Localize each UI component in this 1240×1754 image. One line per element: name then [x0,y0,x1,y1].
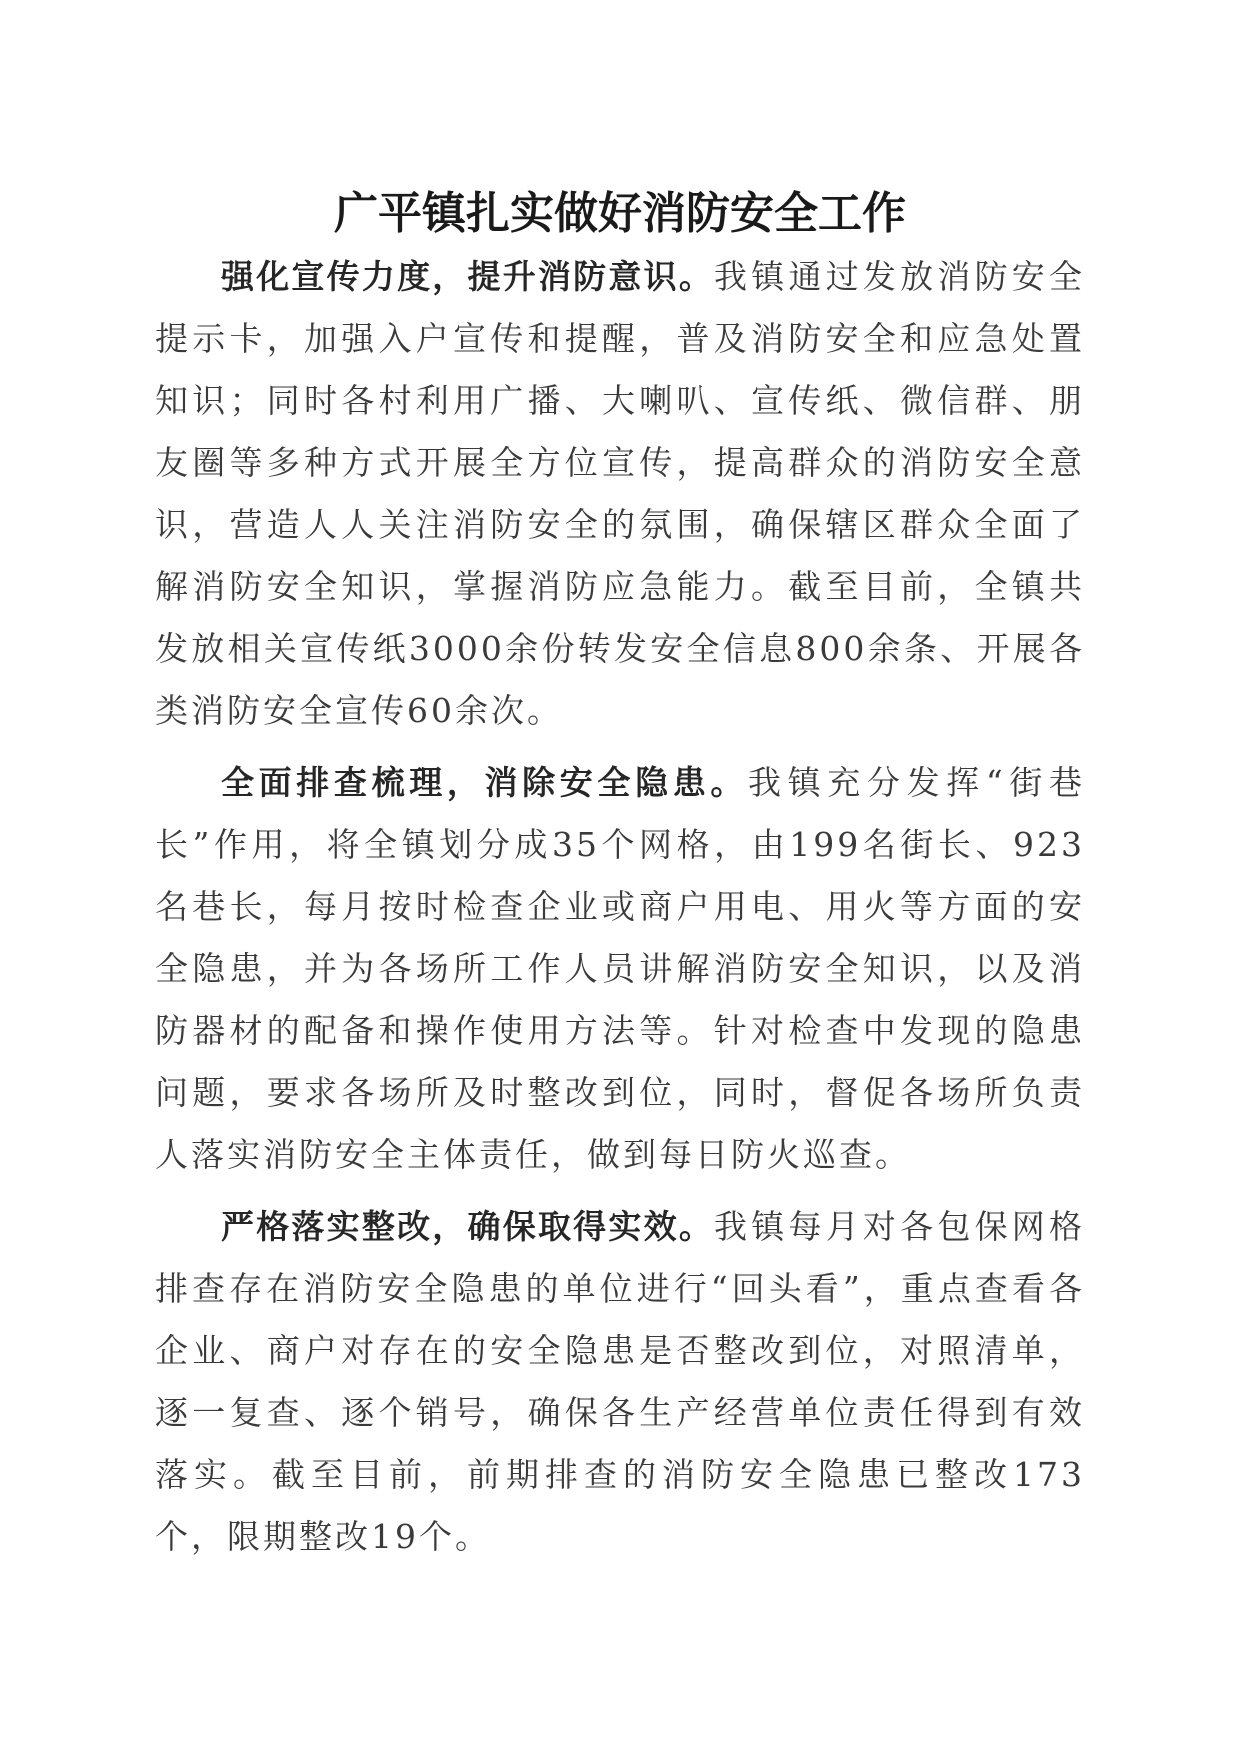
paragraph-rectification [155,1196,1085,1568]
document-body [155,246,1085,1578]
paragraph-text: 我镇通过发放消防安全提示卡，加强入户宣传和提醒，普及消防安全和应急处置知识；同时各村利用广播、大喇叭、宣传纸、微信群、朋友圈等多种方式开展全方位宣传，提高群众的消防安全意识，营造人人关注消防安全的氛围，确保辖区群众全面了解消防安全知识，掌握消防应急能力。截至目前，全镇共发放相关宣传纸3000余份转发安全信息800余条、开展各类消防安全宣传60余次。 [155,257,1086,730]
paragraph-lead: 严格落实整改，确保取得实效。 [221,1207,715,1246]
paragraph-text: 我镇充分发挥“街巷长”作用，将全镇划分成35个网格，由199名街长、923名巷长，每月按时检查企业或商户用电、用火等方面的安全隐患，并为各场所工作人员讲解消防安全知识，以及消防器材的配备和操作使用方法等。针对检查中发现的隐患问题，要求各场所及时整改到位，同时，督促各场所负责人落实消防安全主体责任，做到每日防火巡查。 [155,763,1086,1174]
paragraph-lead: 全面排查梳理，消除安全隐患。 [221,763,748,802]
paragraph-text: 我镇每月对各包保网格排查存在消防安全隐患的单位进行“回头看”，重点查看各企业、商户对存在的安全隐患是否整改到位，对照清单，逐一复查、逐个销号，确保各生产经营单位责任得到有效落实。截至目前，前期排查的消防安全隐患已整改173个，限期整改19个。 [155,1207,1086,1556]
paragraph-inspection [155,752,1085,1186]
paragraph-lead: 强化宣传力度，提升消防意识。 [221,257,715,296]
paragraph-publicity [155,246,1085,742]
document-title: 广平镇扎实做好消防安全工作 [334,188,906,239]
